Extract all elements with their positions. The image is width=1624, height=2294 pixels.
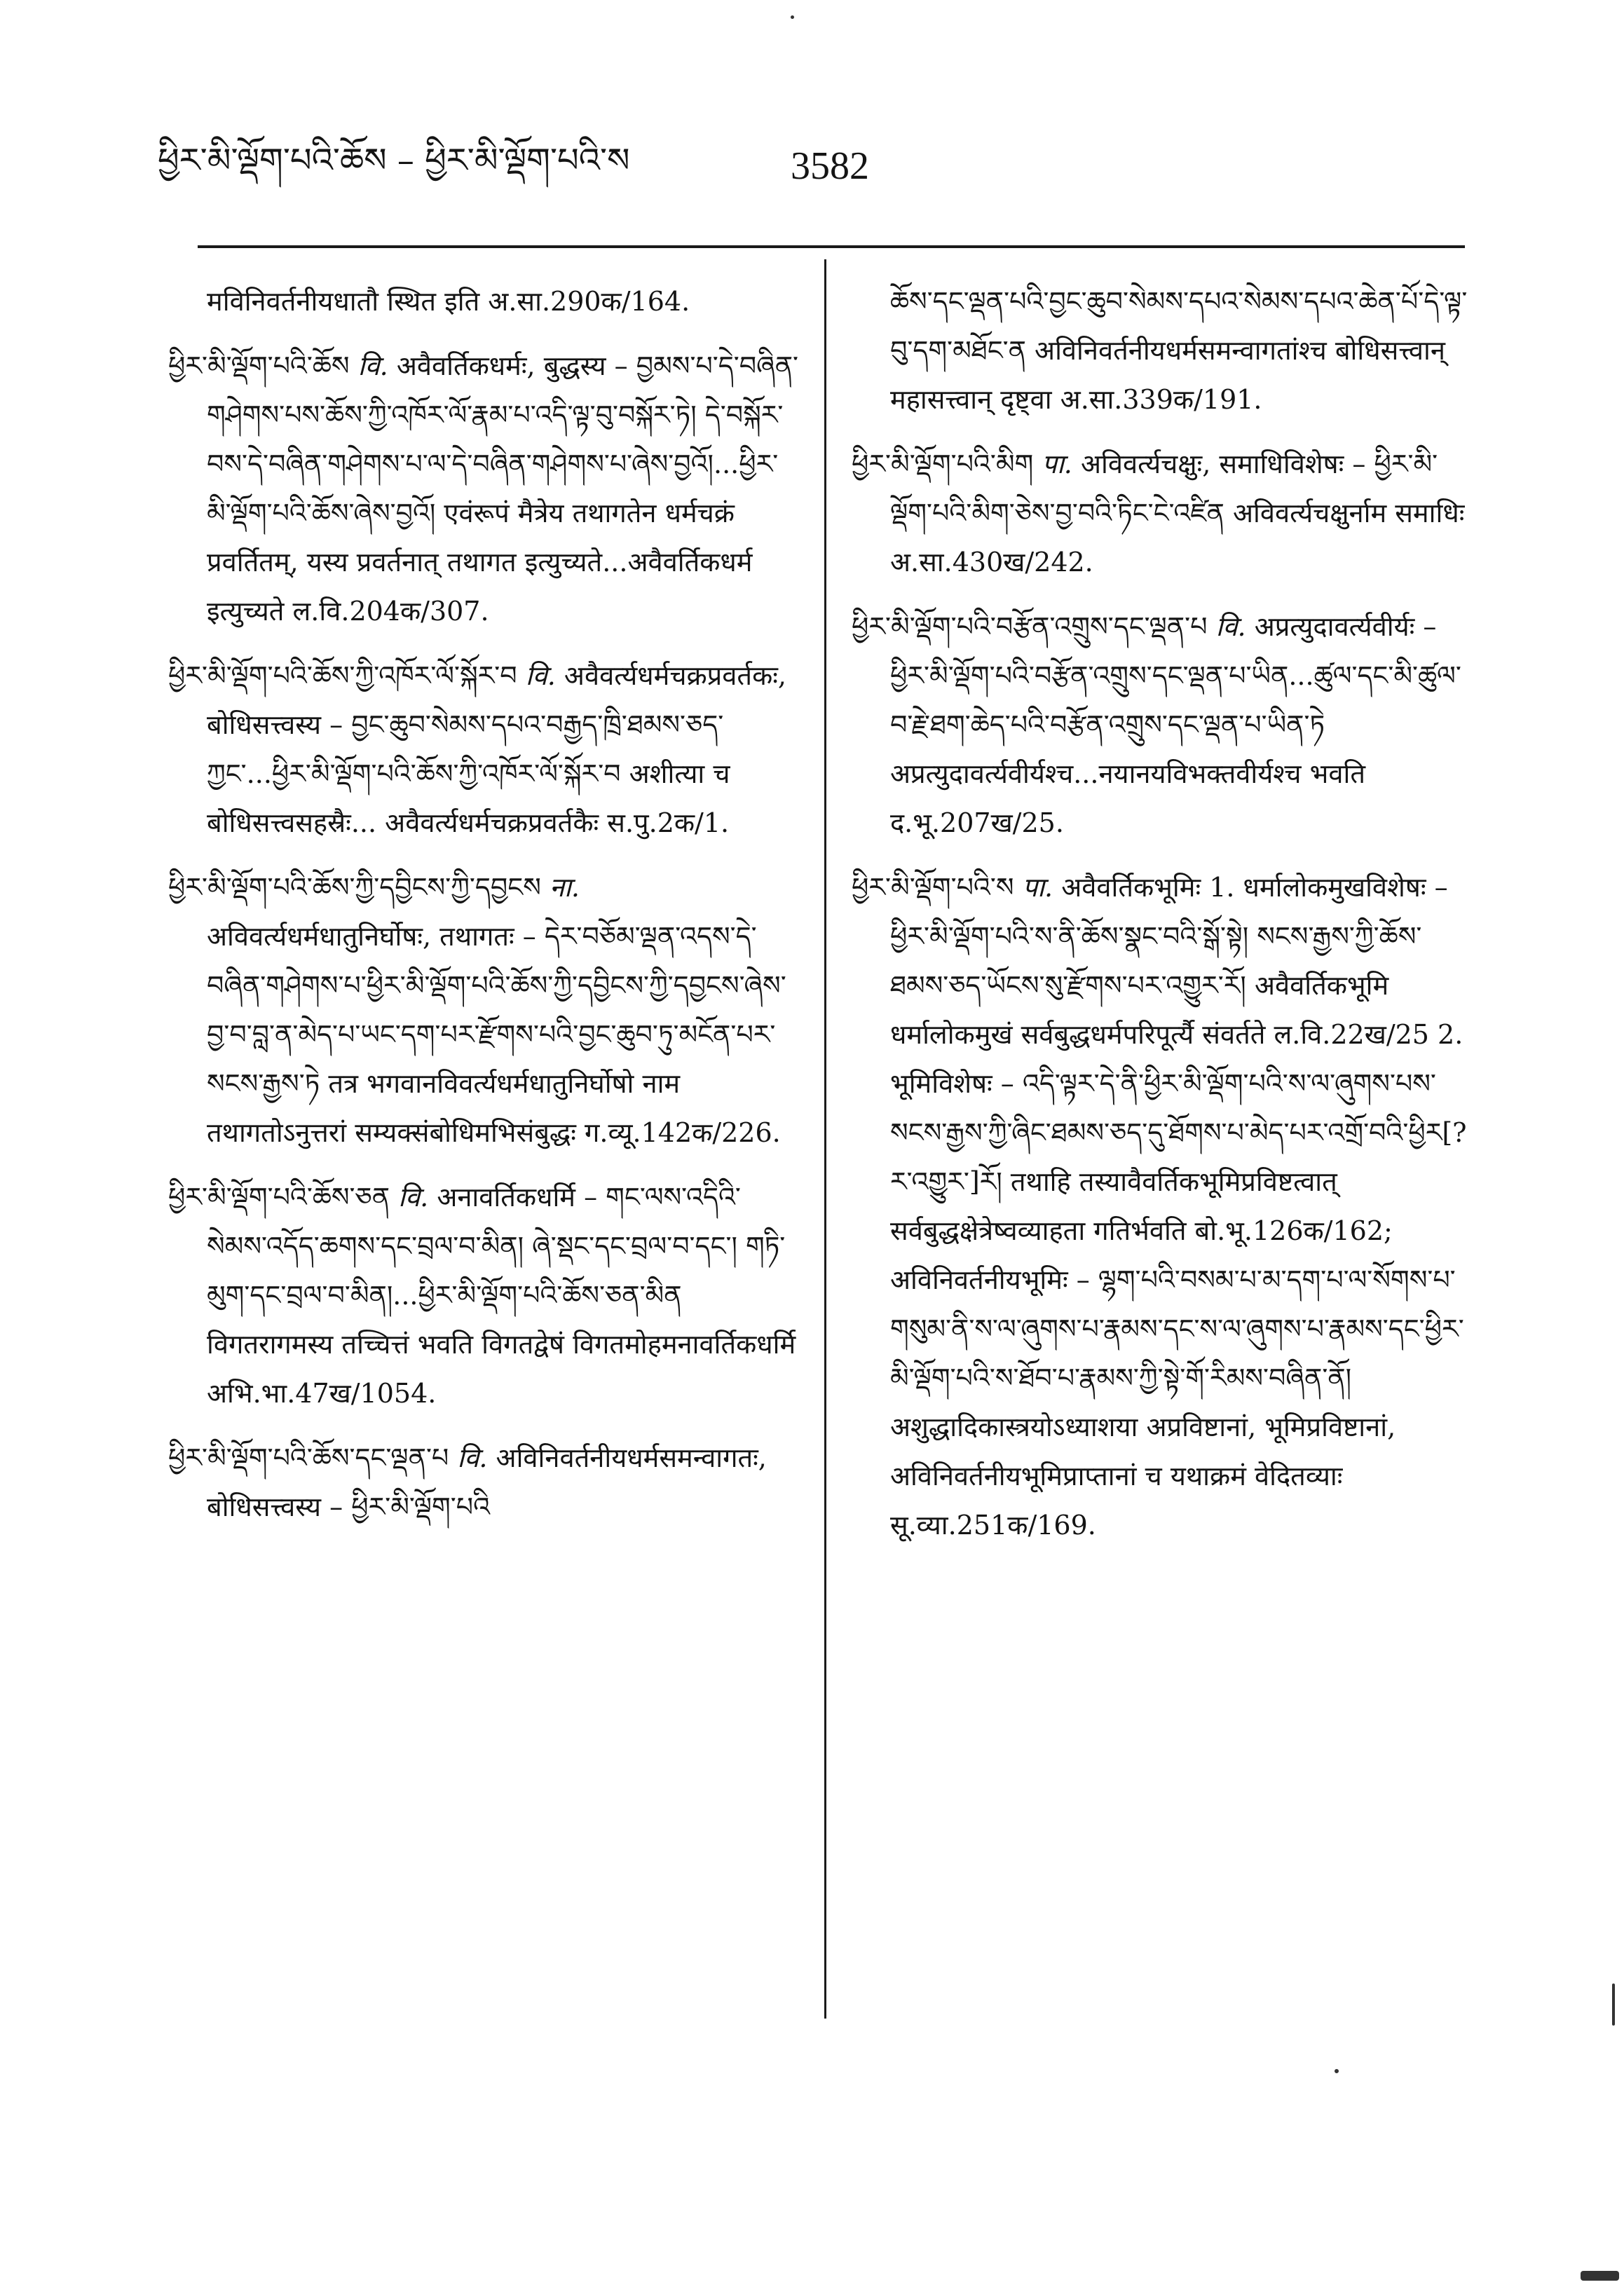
running-header: ཕྱིར་མི་ལྡོག་པའི་ཆོས – ཕྱིར་མི་ལྡོག་པའི་ས	[158, 141, 630, 180]
dictionary-entry	[168, 341, 799, 636]
entry-text: अवैवर्तिकभूमिः 1. धर्मालोकमुखविशेषः – ཕྱིར་མི་ལྡོག་པའི་ས་ནི་ཆོས་སྣང་བའི་སྒོ་སྟེ། སངས་རྒྱས་ཀྱི་ཆོས་ཐམས་ཅད་ཡོངས་སུ་རྫོགས་པར་འགྱུར་རོ། अवैवर्तिकभूमि धर्मालोकमुखं सर्वबुद्धधर्मपरिपूर्त्यै संवर्तते ल.वि.22ख/25 2. भूमिविशेषः – འདི་ལྟར་དེ་ནི་ཕྱིར་མི་ལྡོག་པའི་ས་ལ་ཞུགས་པས་སངས་རྒྱས་ཀྱི་ཞིང་ཐམས་ཅད་དུ་ཐོགས་པ་མེད་པར་འགྲོ་བའི་ཕྱིར[?ར་འགྱུར་]རོ། तथाहि तस्यावैवर्तिकभूमिप्रविष्टत्वात् सर्वबुद्धक्षेत्रेष्वव्याहता गतिर्भवति बो.भू.126क/162; अविनिवर्तनीयभूमिः – ལྷག་པའི་བསམ་པ་མ་དག་པ་ལ་སོགས་པ་གསུམ་ནི་ས་ལ་ཞུགས་པ་རྣམས་དང་ས་ལ་ཞུགས་པ་རྣམས་དང་ཕྱིར་མི་ལྡོག་པའི་ས་ཐོབ་པ་རྣམས་ཀྱི་སྟེ་གོ་རིམས་བཞིན་ནོ། अशुद्धादिकास्त्रयोऽध्याशया अप्रविष्टानां, भूमिप्रविष्टानां, अविनिवर्तनीयभूमिप्राप्तानां च यथाक्रमं वेदितव्याः सू.व्या.251क/169.	[890, 872, 1467, 1541]
entry-headword: ཕྱིར་མི་ལྡོག་པའི་ཆོས	[168, 350, 350, 381]
entry-text: मविनिवर्तनीयधातौ स्थित इति अ.सा.290क/164.	[207, 286, 690, 317]
right-column	[852, 277, 1468, 1565]
entry-text: अनावर्तिकधर्मि – གང་ལས་འདིའི་སེམས་འདོད་ཆགས་དང་བྲལ་བ་མིན། ཞེ་སྡང་དང་བྲལ་བ་དང་། གཏི་མུག་དང་བྲལ་བ་མིན།...ཕྱིར་མི་ལྡོག་པའི་ཆོས་ཅན་མིན विगतरागमस्य तच्चित्तं भवति विगतद्वेषं विगतमोहमनावर्तिकधर्मि अभि.भा.47ख/1054.	[207, 1182, 796, 1409]
dictionary-entry	[168, 1173, 799, 1418]
entry-pos: पा.	[1022, 872, 1053, 903]
page-number: 3582	[791, 144, 869, 188]
entry-headword: ཕྱིར་མི་ལྡོག་པའི་མིག	[852, 449, 1034, 479]
column-divider	[824, 259, 826, 2019]
entry-pos: वि.	[398, 1182, 429, 1213]
entry-pos: वि.	[525, 660, 556, 691]
entry-pos: पा.	[1042, 449, 1072, 479]
scan-speck	[1612, 1984, 1615, 2026]
scan-speck	[1581, 2271, 1619, 2281]
dictionary-entry	[852, 277, 1468, 424]
entry-pos: ना.	[549, 872, 580, 903]
left-column	[168, 277, 799, 1547]
dictionary-entry	[168, 277, 799, 326]
entry-headword: ཕྱིར་མི་ལྡོག་པའི་ཆོས་ཀྱི་དབྱིངས་ཀྱི་དབྱངས	[168, 872, 541, 903]
entry-text: ཆོས་དང་ལྡན་པའི་བྱང་ཆུབ་སེམས་དཔའ་སེམས་དཔའ་ཆེན་པོ་དེ་ལྟ་བུ་དག་མཐོང་ན अविनिवर्तनीयधर्मसमन्वागतांश्च बोधिसत्त्वान् महासत्त्वान् दृष्ट्वा अ.सा.339क/191.	[890, 286, 1468, 415]
scan-speck	[1335, 2069, 1339, 2073]
entry-headword: ཕྱིར་མི་ལྡོག་པའི་ས	[852, 872, 1014, 903]
dictionary-entry	[168, 651, 799, 847]
entry-text: अवैवर्त्यधर्मचक्रप्रवर्तकः, बोधिसत्त्वस्य – བྱང་ཆུབ་སེམས་དཔའ་བརྒྱད་ཁྲི་ཐམས་ཅད་ཀྱང་...ཕྱིར་མི་ལྡོག་པའི་ཆོས་ཀྱི་འཁོར་ལོ་སྐོར་བ अशीत्या च बोधिसत्त्वसहस्रैः... अवैवर्त्यधर्मचक्रप्रवर्तकैः स.पु.2क/1.	[207, 660, 787, 838]
entry-pos: वि.	[457, 1442, 488, 1473]
scan-speck	[791, 15, 794, 19]
dictionary-entry	[168, 863, 799, 1157]
entry-text: अविनिवर्तनीयधर्मसमन्वागतः, बोधिसत्त्वस्य – ཕྱིར་མི་ལྡོག་པའི	[207, 1442, 767, 1522]
dictionary-entry	[852, 439, 1468, 587]
entry-headword: ཕྱིར་མི་ལྡོག་པའི་ཆོས་དང་ལྡན་པ	[168, 1442, 449, 1473]
entry-text: अप्रत्युदावर्त्यवीर्यः – ཕྱིར་མི་ལྡོག་པའི་བརྩོན་འགྲུས་དང་ལྡན་པ་ཡིན...ཚུལ་དང་མི་ཚུལ་བ་རྗེ་ཐག་ཆེད་པའི་བརྩོན་འགྲུས་དང་ལྡན་པ་ཡིན་ཏེ अप्रत्युदावर्त्यवीर्यश्च...नयानयविभक्तवीर्यश्च भवति द.भू.207ख/25.	[890, 611, 1461, 838]
dictionary-entry	[852, 863, 1468, 1550]
entry-headword: ཕྱིར་མི་ལྡོག་པའི་ཆོས་ཀྱི་འཁོར་ལོ་སྐོར་བ	[168, 660, 517, 691]
dictionary-entry	[168, 1433, 799, 1531]
entry-pos: वि.	[357, 350, 388, 381]
dictionary-entry	[852, 602, 1468, 847]
entry-pos: वि.	[1215, 611, 1246, 642]
entry-text: अविवर्त्यधर्मधातुनिर्घोषः, तथागतः – དེར་བཅོམ་ལྡན་འདས་དེ་བཞིན་གཤེགས་པ་ཕྱིར་མི་ལྡོག་པའི་ཆོས་ཀྱི་དབྱིངས་ཀྱི་དབྱངས་ཞེས་བྱ་བ་བླ་ན་མེད་པ་ཡང་དག་པར་རྫོགས་པའི་བྱང་ཆུབ་ཏུ་མངོན་པར་སངས་རྒྱས་ཏེ तत्र भगवानविवर्त्यधर्मधातुनिर्घोषो नाम तथागतोऽनुत्तरां सम्यक्संबोधिमभिसंबुद्धः ग.व्यू.142क/226.	[207, 921, 786, 1148]
entry-text: अवैवर्तिकधर्मः, बुद्धस्य – བྱམས་པ་དེ་བཞིན་གཤེགས་པས་ཆོས་ཀྱི་འཁོར་ལོ་རྣམ་པ་འདི་ལྟ་བུ་བསྐོར་ཏེ། དེ་བསྐོར་བས་དེ་བཞིན་གཤེགས་པ་ལ་དེ་བཞིན་གཤེགས་པ་ཞེས་བྱའོ།...ཕྱིར་མི་ལྡོག་པའི་ཆོས་ཞེས་བྱའོ། एवंरूपं मैत्रेय तथागतेन धर्मचक्रं प्रवर्तितम्, यस्य प्रवर्तनात् तथागत इत्युच्यते...अवैवर्तिकधर्म इत्युच्यते ल.वि.204क/307.	[207, 350, 799, 627]
entry-headword: ཕྱིར་མི་ལྡོག་པའི་བརྩོན་འགྲུས་དང་ལྡན་པ	[852, 611, 1208, 642]
entry-headword: ཕྱིར་མི་ལྡོག་པའི་ཆོས་ཅན	[168, 1182, 390, 1213]
header-rule	[198, 245, 1465, 248]
entry-text: अविवर्त्यचक्षुः, समाधिविशेषः – ཕྱིར་མི་ལྡོག་པའི་མིག་ཅེས་བྱ་བའི་ཏིང་ངེ་འཛིན अविवर्त्यचक्षुर्नाम समाधिः अ.सा.430ख/242.	[890, 449, 1465, 578]
